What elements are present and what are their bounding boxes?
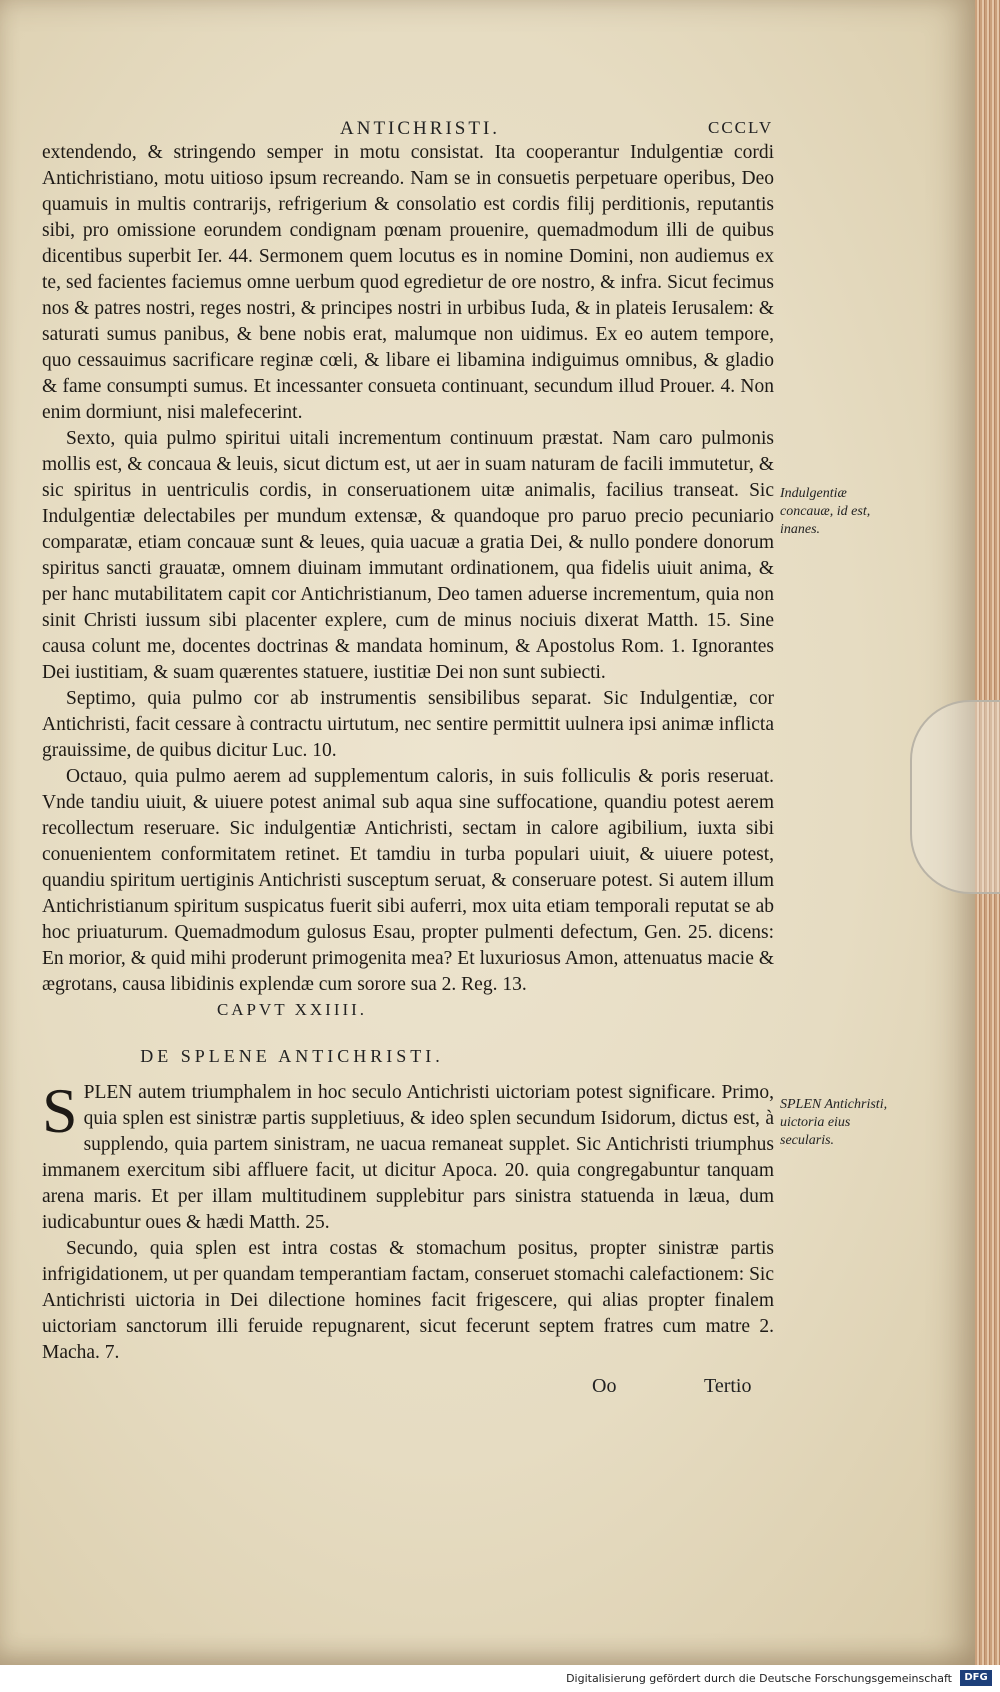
dfg-logo: DFG bbox=[960, 1670, 992, 1686]
chapter-title: DE SPLENE ANTICHRISTI. bbox=[140, 1046, 444, 1066]
page-clip bbox=[910, 700, 1000, 894]
paragraph bbox=[42, 1075, 774, 1236]
folio-number: CCCLV bbox=[708, 118, 774, 137]
catchword: Tertio bbox=[704, 1375, 752, 1397]
margin-note: SPLEN Antichristi, uictoria eius secularis. bbox=[780, 1097, 888, 1148]
paragraph-text: PLEN autem triumphalem in hoc seculo Antichristi uictoriam potest significare. Primo, quia splen est sinistræ partis suppletiuus, & ideo splen secundum Isidorum, dictus est, à supplendo, quia partem sinistram, ne uacua remaneat supplet. Sic Antichristi triumphus immanem exercitum sibi affluere facit, ut dicitur Apoca. 20. quia congregabuntur tanquam arena maris. Et per illam multitudinem supplebitur pars sinistra statuenda in læua, dum iudicabuntur oues & hædi Matth. 25. bbox=[42, 1082, 774, 1233]
signature-mark: Oo bbox=[592, 1375, 617, 1397]
digitization-footer: Digitalisierung gefördert durch die Deutsche Forschungsgemeinschaft bbox=[0, 1665, 1000, 1692]
text-block-upper bbox=[42, 140, 774, 998]
paragraph: Secundo, quia splen est intra costas & stomachum positus, propter sinistræ partis infrigidationem, ut per quandam temperantiam factam, conseruet stomachi calefactionem: Sic Antichristi uictoria in Dei dilectione homines facit frigescere, qui alias propter finalem uictoriam sanctorum illi feruide repugnarent, sicut fecerunt septem fratres cum matre 2. Macha. 7. bbox=[42, 1238, 774, 1363]
text-block-lower bbox=[42, 1075, 774, 1366]
paragraph: Septimo, quia pulmo cor ab instrumentis sensibilibus separat. Sic Indulgentiæ, cor Antichristi, facit cessare à contractu uirtutum, nec sentire permittit uulnera ipsi animæ inflicta grauissime, de quibus dicitur Luc. 10. bbox=[42, 688, 774, 761]
chapter-number: CAPVT XXIIII. bbox=[216, 1000, 368, 1019]
paragraph: extendendo, & stringendo semper in motu consistat. Ita cooperantur Indulgentiæ cordi Antichristiano, motu uitioso ipsum recreando. Nam se in consuetis perpetuare operibus, Deo quamuis in multis contrarijs, refrigerium & consolatio est cordis filij perditionis, reputantis sibi, pro omissione eorundem condignam pœnam prouenire, quemadmodum illi de quibus dicentibus superbit Ier. 44. Sermonem quem locutus es in nomine Domini, non audiemus ex te, sed facientes faciemus omne uerbum quod egredietur de ore nostro, & infra. Sicut fecimus nos & patres nostri, reges nostri, & principes nostri in urbibus Iuda, & in plateis Ierusalem: & saturati sumus panibus, & bene nobis erat, malumque non uidimus. Ex eo autem tempore, quo cessauimus sacrificare reginæ cœli, & libare ei libamina indiguimus omnibus, & gladio & fame consumpti sumus. Et incessanter consueta continuant, secundum illud Prouer. 4. Non enim dormiunt, nisi malefecerint. bbox=[42, 142, 774, 423]
paragraph: Sexto, quia pulmo spiritui uitali incrementum continuum præstat. Nam caro pulmonis mollis est, & concaua & leuis, sicut dictum est, ut aer in suam naturam de facili immutetur, & sic spiritus in uentriculis cordis, in conseruationem uitæ animalis, facilius transeat. Sic Indulgentiæ delectabiles per mundum extensæ, & quandoque pro paruo precio pecuniario comparatæ, etiam concauæ sunt & leues, quia uacuæ a gratia Dei, & nullo pondere donorum spiritus sancti grauatæ, omnem diuinam immutant ordinationem, qua fidelis uiuit anima, & per hanc mutabilitatem capit cor Antichristianum, Deo tamen aduerse incrementum, quia non sinit Christi iussum sibi placenter explere, cum de minus nociuis dixerat Matth. 15. Sine causa colunt me, docentes doctrinas & mandata hominum, & Apostolus Rom. 1. Ignorantes Dei iustitiam, & suam quærentes statuere, iustitiæ Dei non sunt subiecti. bbox=[42, 428, 774, 683]
margin-note: Indulgentiæ concauæ, id est, inanes. bbox=[780, 486, 871, 537]
paragraph: Octauo, quia pulmo aerem ad supplementum caloris, in suis folliculis & poris reseruat. Vnde tandiu uiuit, & uiuere potest animal sub aqua sine suffocatione, quandiu potest aerem recollectum reseruare. Sic indulgentiæ Antichristi, sectam in calore agibilium, iuxta sibi conuenientem conformitatem retinet. Et tamdiu in turba populari uiuit, & uiuere potest, quandiu spiritum uertiginis Antichristi susceptum seruat, & conseruare potest. Si autem illum Antichristianum spiritum suspicatus fuerit sibi auferri, mox uita etiam temporali reputat se ab hoc priuaturum. Quemadmodum gulosus Esau, propter pulmenti defectum, Gen. 25. dicens: En morior, & quid mihi proderunt primogenita mea? Et luxuriosus Amon, attenuatus macie & ægrotans, causa libidinis explendæ cum sorore sua 2. Reg. 13. bbox=[42, 766, 774, 995]
initial-letter: S bbox=[42, 1075, 78, 1146]
running-head: ANTICHRISTI. bbox=[340, 118, 501, 139]
